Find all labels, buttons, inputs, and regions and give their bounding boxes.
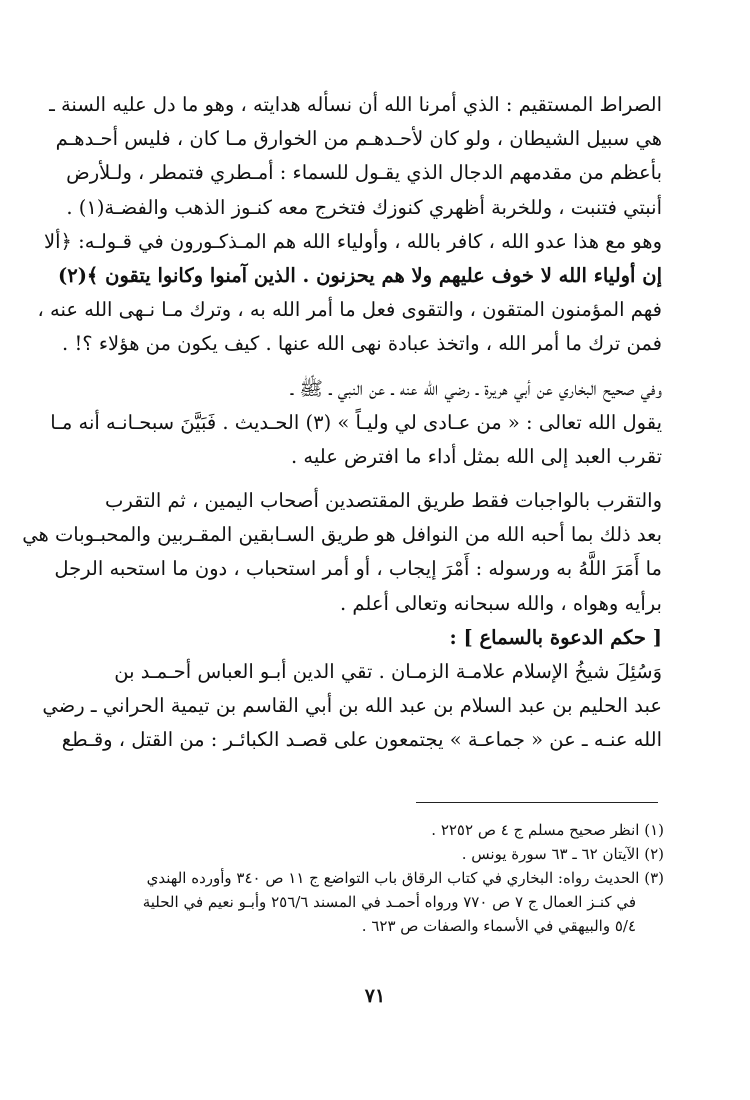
- body-line: ما أَمَرَ اللَّهُ به ورسوله : أَمْرَ إيجاب ، أو أمر استحباب ، دون ما استحبه الرجل: [54, 557, 662, 581]
- footnote-divider: [416, 802, 658, 803]
- paragraph-gap: [98, 474, 662, 484]
- paragraph-gap: [98, 362, 662, 372]
- body-line: وَسُئِلَ شيخُ الإسلام علامـة الزمـان . تقي الدين أبـو العباس أحـمـد بن: [114, 660, 662, 683]
- footnotes-block: [98, 818, 664, 938]
- body-line: وفي صحيح البخاري عن أبي هريرة ـ رضي الله عنه ـ عن النبي ـ ﷺ ـ: [290, 376, 662, 400]
- page-number: ٧١: [364, 985, 386, 1007]
- body-line: عبد الحليم بن عبد السلام بن عبد الله بن أبي القاسم بن تيمية الحراني ـ رضي: [42, 694, 662, 718]
- body-line: بعد ذلك بما أحبه الله من النوافل هو طريق السـابقين المقـربين والمحبـوبات هي: [22, 523, 662, 547]
- body-line: برأيه وهواه ، والله سبحانه وتعالى أعلم .: [340, 591, 662, 615]
- body-line: وهو مع هذا عدو الله ، كافر بالله ، وأولياء الله هم المـذكـورون في قـولـه: ﴿ألا: [43, 229, 662, 253]
- body-line: فهم المؤمنون المتقون ، والتقوى فعل ما أمر الله به ، وترك مـا نـهى الله عنه ،: [37, 298, 662, 322]
- footnote-continuation: ٥/٤ والبيهقي في الأسماء والصفات ص ٦٢٣ .: [361, 917, 636, 935]
- body-line: الصراط المستقيم : الذي أمرنا الله أن نسأله هدايته ، وهو ما دل عليه السنة ـ: [49, 93, 662, 116]
- footnote: (٢) الآيتان ٦٢ ـ ٦٣ سورة يونس .: [461, 845, 664, 863]
- body-line: هي سبيل الشيطان ، ولو كان لأحـدهـم من الخوارق مـا كان ، فليس أحـدهـم: [55, 127, 662, 151]
- quran-verse-line: إن أولياء الله لا خوف عليهم ولا هم يحزنون . الذين آمنوا وكانوا يتقون ﴾(٢): [57, 263, 662, 287]
- body-line: يقول الله تعالى : « من عـادى لي وليـاً » (٣) الحـديث . فَبَيَّنَ سبحـانـه أنه مـا: [50, 410, 662, 434]
- footnote: (٣) الحديث رواه: البخاري في كتاب الرقاق باب التواضع ج ١١ ص ٣٤٠ وأورده الهندي: [146, 869, 664, 887]
- section-heading: [ حكم الدعوة بالسماع ] :: [449, 625, 662, 649]
- body-line: تقرب العبد إلى الله بمثل أداء ما افترض عليه .: [291, 444, 662, 468]
- body-line: فمن ترك ما أمر الله ، واتخذ عبادة نهى الله عنها . كيف يكون من هؤلاء ؟! .: [62, 332, 662, 356]
- body-line: الله عنـه ـ عن « جماعـة » يجتمعون على قصـد الكبائـر : من القتل ، وقـطع: [61, 728, 662, 752]
- body-line: بأعظم من مقدمهم الدجال الذي يقـول للسماء : أمـطري فتمطر ، ولـلأرض: [66, 161, 662, 185]
- main-text-block: [22, 88, 662, 758]
- body-line: والتقرب بالواجبات فقط طريق المقتصدين أصحاب اليمين ، ثم التقرب: [105, 489, 662, 513]
- body-line: أنبتي فتنبت ، وللخربة أظهري كنوزك فتخرج معه كنـوز الذهب والفضـة(١) .: [66, 195, 662, 219]
- footnote-continuation: في كنـز العمال ج ٧ ص ٧٧٠ ورواه أحمـد في المسند ٢٥٦/٦ وأبـو نعيم في الحلية: [142, 893, 636, 911]
- footnote: (١) انظر صحيح مسلم ج ٤ ص ٢٢٥٢ .: [431, 821, 664, 839]
